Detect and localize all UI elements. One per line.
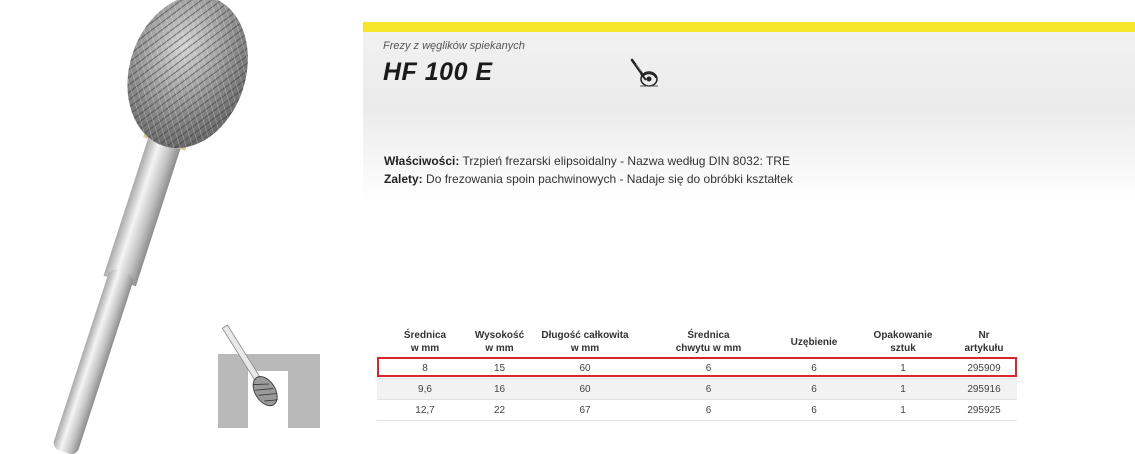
header-packaging: Opakowanie sztuk [873,330,933,354]
table-header-row [377,326,1017,358]
grinder-icon [628,58,662,90]
cell-total-length: 67 [579,404,591,416]
weld-fillet-diagram [218,316,320,428]
features-label: Właściwości: [384,154,460,168]
cell-height: 15 [493,362,506,374]
header-total-length: Długość całkowita w mm [541,330,629,354]
cell-diameter: 9,6 [418,383,432,395]
advantages-text: Do frezowania spoin pachwinowych - Nadaje się do obróbki kształtek [426,172,793,186]
advantages-label: Zalety: [384,172,423,186]
header-diameter: Średnica w mm [403,330,447,354]
cell-diameter: 8 [422,362,428,374]
cell-total-length: 60 [579,362,591,374]
product-properties [384,152,793,188]
cell-shank-diameter: 6 [705,362,712,374]
product-category: Frezy z węglików spiekanych [383,40,525,52]
cell-article-number: 295925 [967,404,1001,416]
features-line [384,152,793,170]
cell-article-number: 295916 [967,383,1001,395]
table-row[interactable] [377,379,1017,400]
cell-diameter: 12,7 [415,404,435,416]
cell-shank-diameter: 6 [705,404,712,416]
cell-packaging: 1 [900,383,906,395]
table-row[interactable] [377,358,1017,379]
cell-total-length: 60 [579,383,591,395]
advantages-line [384,170,793,188]
cell-height: 22 [493,404,506,416]
product-title: HF 100 E [383,58,493,86]
cell-packaging: 1 [900,362,906,374]
cell-toothing: 6 [811,362,817,374]
spec-table [377,326,1017,421]
cell-shank-diameter: 6 [705,383,712,395]
cell-height: 16 [493,383,506,395]
table-row[interactable] [377,400,1017,421]
header-toothing: Uzębienie [790,336,838,348]
cell-article-number: 295909 [967,362,1001,374]
accent-bar [363,22,1135,32]
header-height: Wysokość w mm [474,330,525,354]
cell-packaging: 1 [900,404,906,416]
cell-toothing: 6 [811,404,817,416]
cell-toothing: 6 [811,383,817,395]
features-text: Trzpień frezarski elipsoidalny - Nazwa według DIN 8032: TRE [462,154,790,168]
header-article-number: Nr artykułu [964,330,1004,354]
header-shank-diameter: Średnica chwytu w mm [675,330,742,354]
